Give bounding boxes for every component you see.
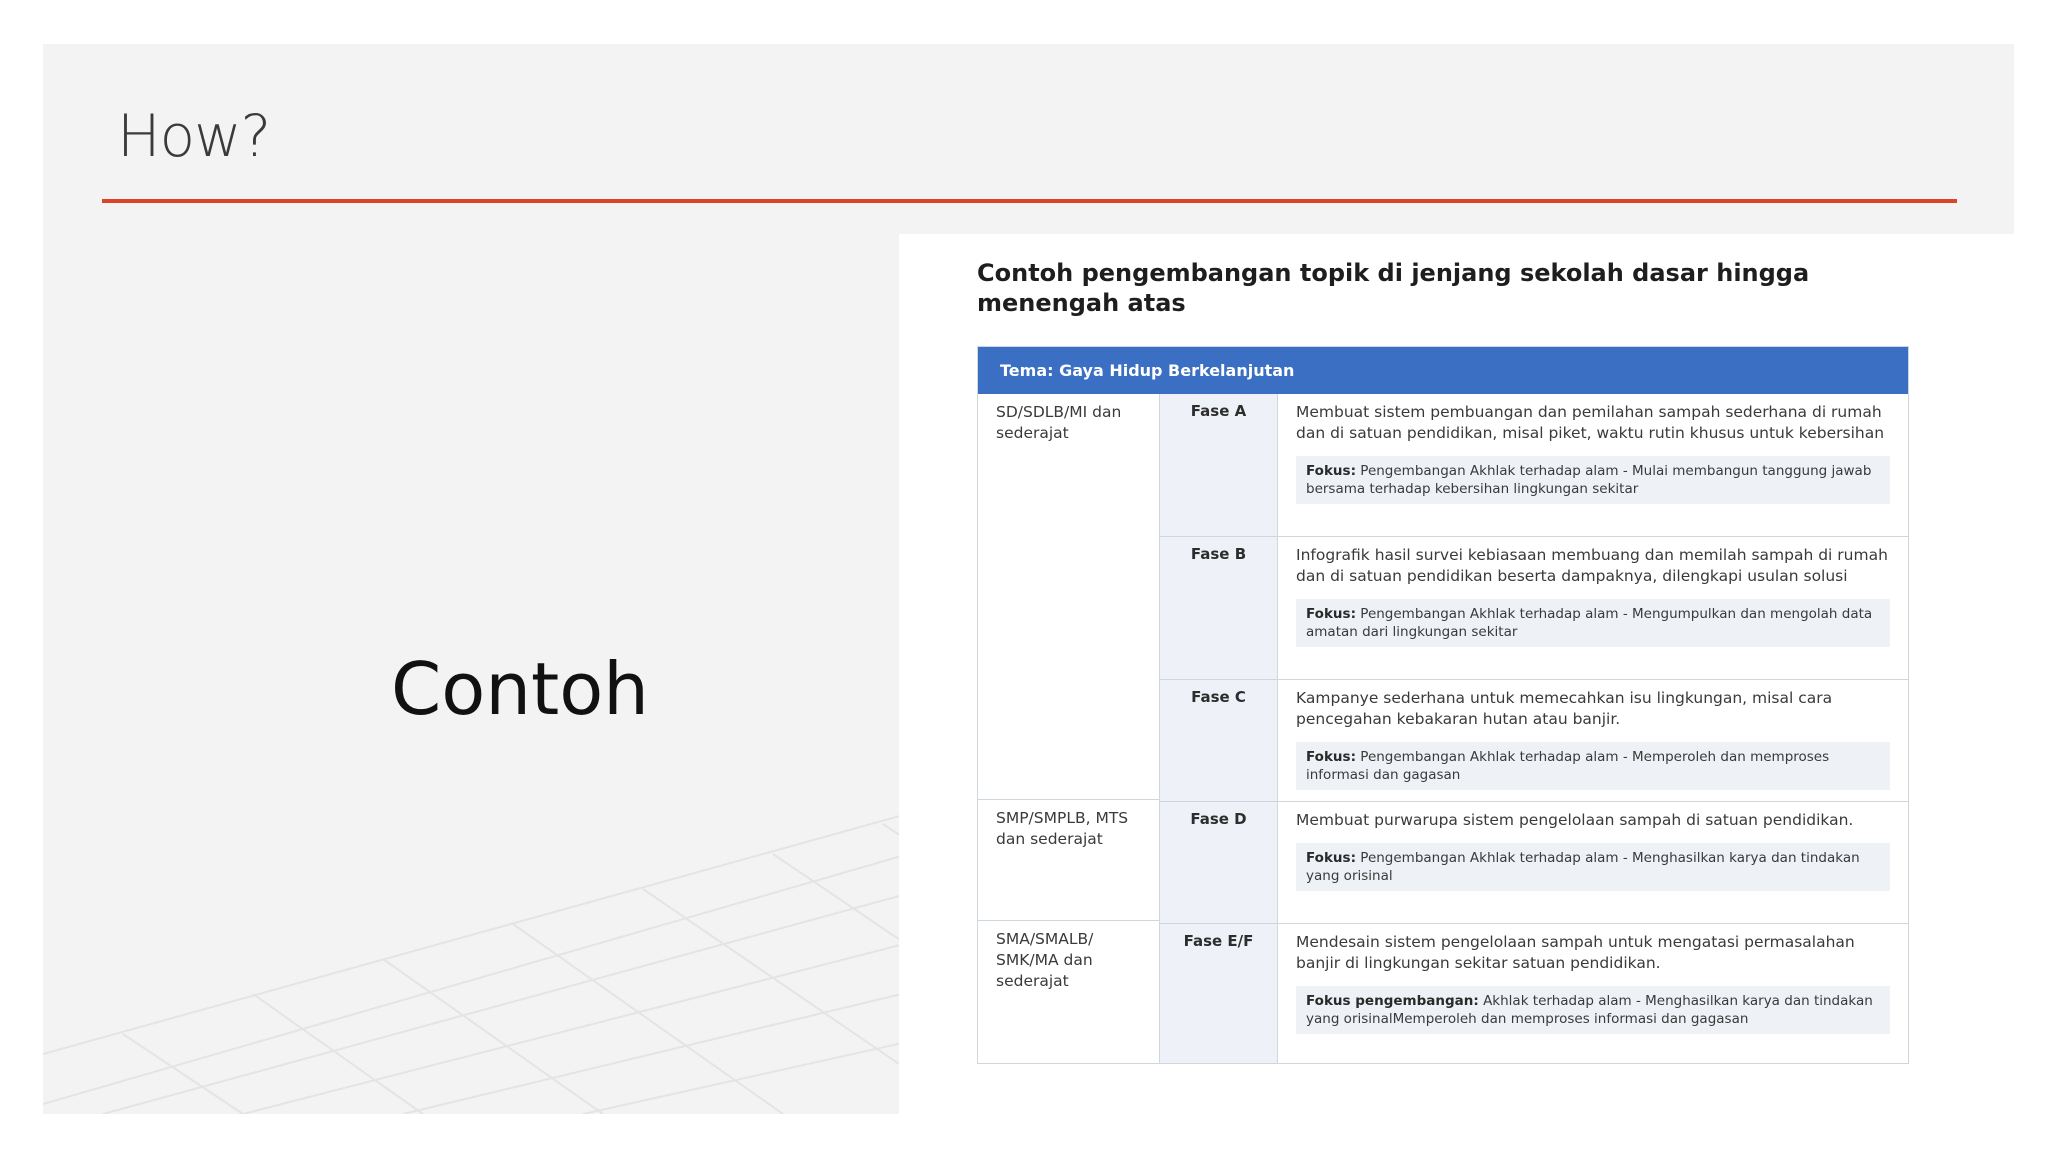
table-row <box>1160 537 1908 680</box>
theme-header: Tema: Gaya Hidup Berkelanjutan <box>978 347 1908 394</box>
topic-table <box>977 346 1909 1064</box>
phase-label: Fase A <box>1160 394 1278 536</box>
focus-text: Pengembangan Akhlak terhadap alam - Mulai membangun tanggung jawab bersama terhadap kebersihan lingkungan sekitar <box>1306 463 1872 497</box>
level-column <box>978 394 1160 1063</box>
table-row <box>1160 394 1908 537</box>
focus-label: Fokus: <box>1306 463 1356 479</box>
title-underline <box>102 199 1957 203</box>
focus-box <box>1296 456 1890 504</box>
level-cell: SD/SDLB/MI dan sederajat <box>978 394 1159 800</box>
focus-text: Akhlak terhadap alam - Menghasilkan karya dan tindakan yang orisinalMemperoleh dan memproses informasi dan gagasan <box>1306 993 1873 1027</box>
phase-description-cell <box>1278 394 1908 536</box>
phase-label: Fase C <box>1160 680 1278 801</box>
phase-description-cell <box>1278 924 1908 1063</box>
focus-label: Fokus: <box>1306 749 1356 765</box>
focus-box <box>1296 986 1890 1034</box>
phase-label: Fase D <box>1160 802 1278 923</box>
document-image <box>899 234 2014 1114</box>
focus-text: Pengembangan Akhlak terhadap alam - Menghasilkan karya dan tindakan yang orisinal <box>1306 850 1860 884</box>
table-row <box>1160 802 1908 924</box>
table-row <box>1160 924 1908 1063</box>
phase-label: Fase B <box>1160 537 1278 679</box>
decorative-grid <box>43 44 943 1114</box>
focus-text: Pengembangan Akhlak terhadap alam - Memperoleh dan memproses informasi dan gagasan <box>1306 749 1830 783</box>
phase-description-cell <box>1278 680 1908 801</box>
slide-title: How? <box>117 102 271 170</box>
phase-description: Mendesain sistem pengelolaan sampah untuk mengatasi permasalahan banjir di lingkungan sekitar satuan pendidikan. <box>1296 933 1855 972</box>
level-cell: SMP/SMPLB, MTS dan sederajat <box>978 800 1159 921</box>
phase-description: Membuat sistem pembuangan dan pemilahan sampah sederhana di rumah dan di satuan pendidikan, misal piket, waktu rutin khusus untuk kebersihan <box>1296 403 1885 442</box>
phase-label: Fase E/F <box>1160 924 1278 1063</box>
table-row <box>1160 680 1908 802</box>
focus-label: Fokus pengembangan: <box>1306 993 1479 1009</box>
focus-text: Pengembangan Akhlak terhadap alam - Mengumpulkan dan mengolah data amatan dari lingkungan sekitar <box>1306 606 1873 640</box>
focus-box <box>1296 599 1890 647</box>
table-body <box>978 394 1908 1063</box>
focus-label: Fokus: <box>1306 850 1356 866</box>
section-label: Contoh <box>391 647 649 731</box>
slide <box>43 44 2014 1114</box>
phase-column <box>1160 394 1908 1063</box>
focus-box <box>1296 742 1890 790</box>
phase-description-cell <box>1278 537 1908 679</box>
focus-box <box>1296 843 1890 891</box>
level-cell: SMA/SMALB/ SMK/MA dan sederajat <box>996 930 1094 990</box>
phase-description: Infografik hasil survei kebiasaan membuang dan memilah sampah di rumah dan di satuan pendidikan beserta dampaknya, dilengkapi usulan solusi <box>1296 546 1888 585</box>
phase-description: Membuat purwarupa sistem pengelolaan sampah di satuan pendidikan. <box>1296 811 1854 829</box>
phase-description: Kampanye sederhana untuk memecahkan isu lingkungan, misal cara pencegahan kebakaran hutan atau banjir. <box>1296 689 1833 728</box>
focus-label: Fokus: <box>1306 606 1356 622</box>
document-heading: Contoh pengembangan topik di jenjang sekolah dasar hingga menengah atas <box>977 259 1810 317</box>
phase-description-cell <box>1278 802 1908 923</box>
